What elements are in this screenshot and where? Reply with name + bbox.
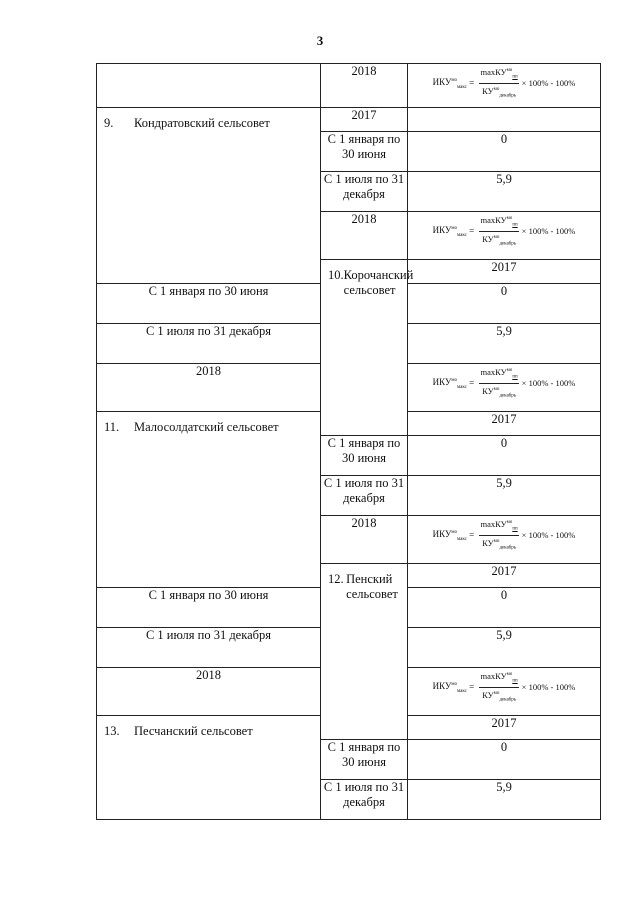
period-cell: С 1 июля по 31 декабря [321,172,408,212]
year-cell: 2018 [321,212,408,260]
value-cell [408,108,601,132]
org-name: Песчанский сельсовет [134,724,253,738]
formula [408,516,600,553]
page-number: 3 [316,33,324,48]
formula-eq: = [466,226,477,237]
table-row [97,64,601,108]
value-cell: 5,9 [408,476,601,516]
formula-eq: = [466,682,477,693]
value-cell: 0 [408,132,601,172]
period-cell: С 1 января по 30 июня [321,436,408,476]
period-cell: С 1 января по 30 июня [321,132,408,172]
row-number: 12. [328,572,344,586]
row-number: 11. [104,420,120,434]
value-cell: 5,9 [408,172,601,212]
year-cell: 2017 [408,716,601,740]
formula-denominator: $КУ^{мо}_{декабрь}$ [482,537,517,551]
formula-lhs: $ИКУ^{мо}_{макс}$ [432,680,467,694]
value-cell: 0 [408,740,601,780]
formula [408,364,600,401]
formula-tail: × 100% - 100% [521,530,576,541]
value-cell [408,668,601,716]
value-cell: 5,9 [408,324,601,364]
year-cell: 2017 [321,108,408,132]
formula-denominator: $КУ^{мо}_{декабрь}$ [482,85,517,99]
formula-tail: × 100% - 100% [521,682,576,693]
year-cell: 2017 [408,564,601,588]
formula-fraction [479,214,518,249]
org-name: Пенский сельсовет [346,572,398,601]
org-cell [97,64,321,108]
value-cell [408,212,601,260]
formula-lhs: $ИКУ^{мо}_{макс}$ [432,224,467,238]
formula-numerator: maxКУ$^{мо}_{пп}$ [479,518,518,536]
period-cell: С 1 июля по 31 декабря [97,324,321,364]
formula-tail: × 100% - 100% [521,378,576,389]
year-cell: 2017 [408,260,601,284]
value-cell [408,364,601,412]
formula-eq: = [466,530,477,541]
row-number: 13. [104,724,120,738]
formula-fraction [479,66,518,101]
row-number: 10. [328,268,344,282]
period-cell: С 1 января по 30 июня [97,588,321,628]
year-cell: 2017 [408,412,601,436]
formula-lhs: $ИКУ^{мо}_{макс}$ [432,76,467,90]
year-cell: 2018 [321,64,408,108]
org-name: Малосолдатский сельсовет [134,420,279,434]
formula [408,212,600,249]
value-cell: 5,9 [408,780,601,820]
formula-numerator: maxКУ$^{мо}_{пп}$ [479,670,518,688]
period-cell: С 1 июля по 31 декабря [321,476,408,516]
formula-fraction [479,518,518,553]
period-cell: С 1 января по 30 июня [97,284,321,324]
tariff-table [96,63,601,820]
value-cell: 0 [408,588,601,628]
formula-eq: = [466,378,477,389]
org-cell [321,260,414,436]
value-cell: 5,9 [408,628,601,668]
formula-denominator: $КУ^{мо}_{декабрь}$ [482,689,517,703]
formula-eq: = [466,78,477,89]
year-cell: 2018 [97,668,321,716]
org-cell [97,412,321,588]
org-cell [97,108,321,284]
value-cell: 0 [408,284,601,324]
period-cell: С 1 июля по 31 декабря [97,628,321,668]
org-cell [97,716,321,820]
org-name: Кондратовский сельсовет [134,116,270,130]
formula-numerator: maxКУ$^{мо}_{пп}$ [479,214,518,232]
org-cell [321,564,408,740]
formula-lhs: $ИКУ^{мо}_{макс}$ [432,528,467,542]
formula-tail: × 100% - 100% [521,226,576,237]
formula-numerator: maxКУ$^{мо}_{пп}$ [479,66,518,84]
row-number: 9. [104,116,114,130]
value-cell [408,516,601,564]
value-cell: 0 [408,436,601,476]
formula-denominator: $КУ^{мо}_{декабрь}$ [482,233,517,247]
year-cell: 2018 [321,516,408,564]
table-row [97,108,601,132]
period-cell: С 1 июля по 31 декабря [321,780,408,820]
year-cell: 2018 [97,364,321,412]
period-cell: С 1 января по 30 июня [321,740,408,780]
formula [408,668,600,705]
formula [408,64,600,101]
value-cell [408,64,601,108]
formula-numerator: maxКУ$^{мо}_{пп}$ [479,366,518,384]
formula-denominator: $КУ^{мо}_{декабрь}$ [482,385,517,399]
formula-fraction [479,670,518,705]
formula-lhs: $ИКУ^{мо}_{макс}$ [432,376,467,390]
org-name: Корочанский сельсовет [343,268,414,297]
formula-tail: × 100% - 100% [521,78,576,89]
formula-fraction [479,366,518,401]
